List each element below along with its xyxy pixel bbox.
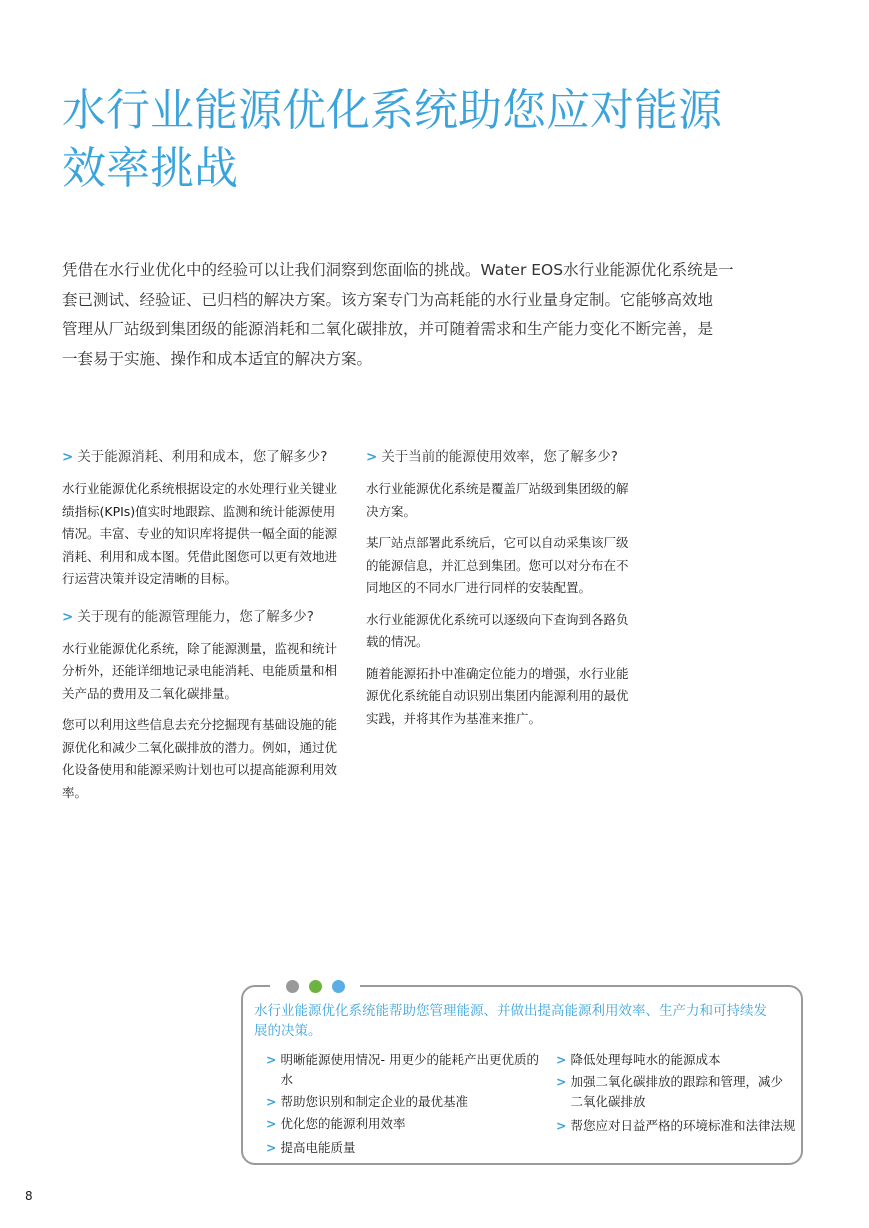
intro-line: 凭借在水行业优化中的经验可以让我们洞察到您面临的挑战。Water EOS水行业能源优化系统是一 — [62, 261, 734, 279]
intro-line: 套已测试、经验证、已归档的解决方案。该方案专门为高耗能的水行业量身定制。它能够高效地 — [62, 290, 714, 309]
list-item: > 加强二氧化碳排放的跟踪和管理，减少 二氧化碳排放 — [556, 1074, 783, 1109]
page-number: 8 — [25, 1189, 33, 1203]
section-heading-energy-efficiency: > 关于当前的能源使用效率，您了解多少? — [366, 449, 618, 465]
chevron-right-icon: > — [266, 1052, 277, 1067]
chevron-right-icon: > — [366, 449, 378, 465]
section-paragraph: 某厂站点部署此系统后，它可以自动采集该厂级 的能源信息，并汇总到集团。您可以对分布在不 同地区的不同水厂进行同样的安装配置。 — [366, 535, 629, 595]
list-item: > 明晰能源使用情况- 用更少的能耗产出更优质的水 — [266, 1052, 539, 1087]
benefits-heading: 水行业能源优化系统能帮助您管理能源、并做出提高能源利用效率、生产力和可持续发 展的决策。 — [254, 1003, 767, 1039]
chevron-right-icon: > — [556, 1052, 567, 1067]
title-line-2: 效率挑战 — [62, 143, 238, 194]
right-column — [366, 446, 658, 739]
chevron-right-icon: > — [556, 1074, 567, 1089]
chevron-right-icon: > — [266, 1140, 277, 1155]
section-paragraph: 水行业能源优化系统，除了能源测量，监视和统计 分析外，还能详细地记录电能消耗、电能质量和相 关产品的费用及二氧化碳排量。 — [62, 640, 338, 701]
title-line-1: 水行业能源优化系统助您应对能源 — [62, 85, 722, 136]
list-item: > 帮助您识别和制定企业的最优基准 — [266, 1092, 551, 1112]
decorative-dots — [270, 975, 360, 997]
list-item: > 帮您应对日益严格的环境标准和法律法规 — [556, 1116, 796, 1136]
benefits-list-right — [556, 1050, 796, 1138]
section-paragraph: 水行业能源优化系统是覆盖厂站级到集团级的解 决方案。 — [366, 481, 629, 519]
chevron-right-icon: > — [266, 1116, 277, 1131]
page-title — [62, 82, 822, 198]
gray-dot-icon — [286, 980, 299, 993]
blue-dot-icon — [332, 980, 345, 993]
list-item: > 提高电能质量 — [266, 1138, 551, 1158]
intro-paragraph — [62, 256, 812, 374]
list-item: > 优化您的能源利用效率 — [266, 1114, 551, 1134]
intro-line: 管理从厂站级到集团级的能源消耗和二氧化碳排放，并可随着需求和生产能力变化不断完善，是 — [62, 320, 714, 338]
section-heading-management-capability: > 关于现有的能源管理能力，您了解多少? — [62, 608, 314, 625]
section-heading-energy-cost: > 关于能源消耗、利用和成本，您了解多少? — [62, 449, 328, 465]
green-dot-icon — [309, 980, 322, 993]
chevron-right-icon: > — [556, 1118, 567, 1133]
chevron-right-icon: > — [266, 1094, 277, 1109]
chevron-right-icon: > — [62, 449, 74, 465]
section-paragraph: 随着能源拓扑中准确定位能力的增强，水行业能 源优化系统能自动识别出集团内能源利用的最优 实践，并将其作为基准来推广。 — [366, 665, 629, 726]
chevron-right-icon: > — [62, 608, 74, 625]
section-paragraph: 水行业能源优化系统可以逐级向下查询到各路负 载的情况。 — [366, 611, 629, 649]
section-paragraph: 水行业能源优化系统根据设定的水处理行业关键业 绩指标(KPIs)值实时地跟踪、监测和统计能源使用 情况。丰富、专业的知识库将提供一幅全面的能源 消耗、利用和成本图。凭借此图您可以更有效地进 行运营决策并设定清晰的目标。 — [62, 481, 338, 586]
benefits-list-left — [266, 1050, 551, 1160]
intro-line: 一套易于实施、操作和成本适宜的解决方案。 — [62, 349, 373, 368]
section-paragraph: 您可以利用这些信息去充分挖掘现有基础设施的能 源优化和减少二氧化碳排放的潜力。例如，通过优 化设备使用和能源采购计划也可以提高能源利用效 率。 — [62, 717, 338, 800]
list-item: > 降低处理每吨水的能源成本 — [556, 1050, 796, 1070]
left-column — [62, 446, 354, 813]
